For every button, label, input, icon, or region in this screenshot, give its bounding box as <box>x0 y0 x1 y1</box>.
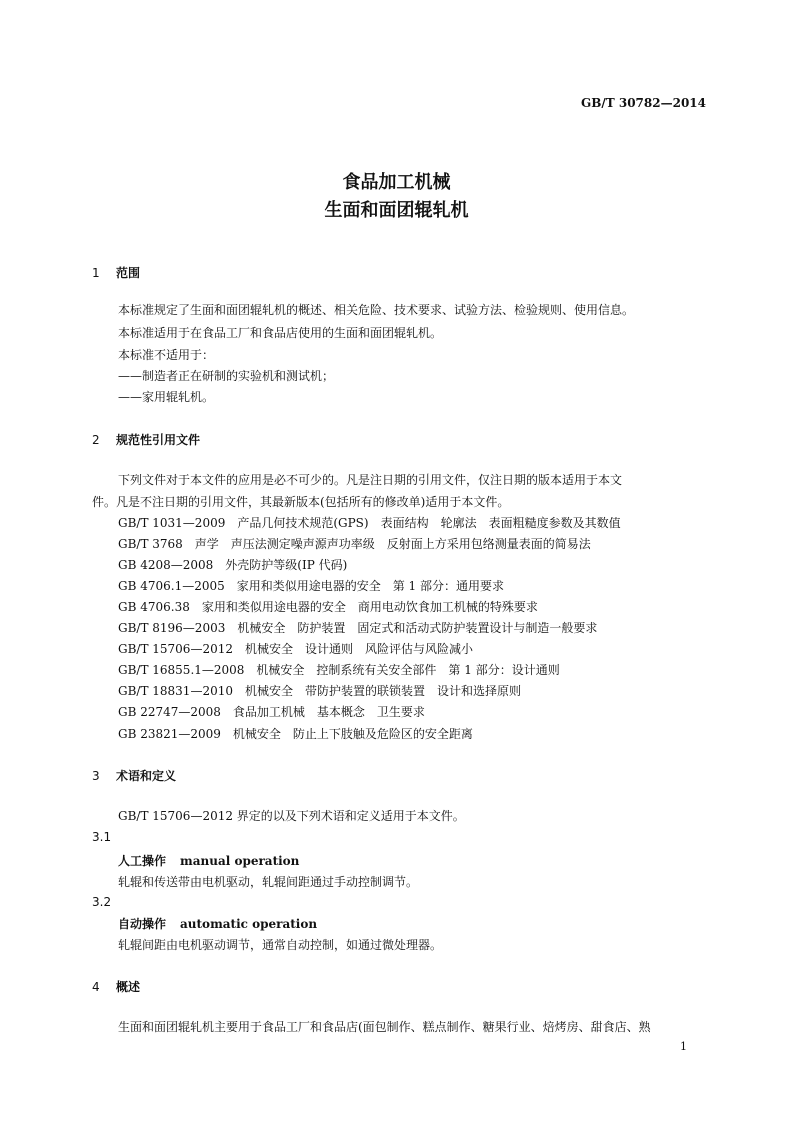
paragraph: 下列文件对于本文件的应用是必不可少的。凡是注日期的引用文件，仅注日期的版本适用于本文 <box>118 473 623 487</box>
term-english: automatic operation <box>180 917 318 931</box>
section-1-heading <box>92 264 140 281</box>
list-item: ——家用辊轧机。 <box>118 390 215 404</box>
paragraph: 生面和面团辊轧机主要用于食品工厂和食品店(面包制作、糕点制作、糖果行业、焙烤房、甜食店、熟 <box>118 1020 651 1034</box>
list-item: ——制造者正在研制的实验机和测试机； <box>118 369 335 383</box>
term-definition: 轧辊间距由电机驱动调节，通常自动控制，如通过微处理器。 <box>118 938 443 952</box>
section-2-heading <box>92 431 200 448</box>
reference-item: GB/T 8196—2003 机械安全 防护装置 固定式和活动式防护装置设计与制造一般要求 <box>118 621 598 635</box>
reference-item: GB/T 18831—2010 机械安全 带防护装置的联锁装置 设计和选择原则 <box>118 684 521 698</box>
paragraph: 本标准不适用于： <box>118 348 215 362</box>
reference-item: GB 23821—2009 机械安全 防止上下肢触及危险区的安全距离 <box>118 727 473 741</box>
section-title: 术语和定义 <box>116 769 177 783</box>
reference-item: GB 22747—2008 食品加工机械 基本概念 卫生要求 <box>118 705 425 719</box>
term-english: manual operation <box>180 854 300 868</box>
section-number: 4 <box>92 980 100 994</box>
term-definition: 轧辊和传送带由电机驱动，轧辊间距通过手动控制调节。 <box>118 875 419 889</box>
paragraph: 本标准规定了生面和面团辊轧机的概述、相关危险、技术要求、试验方法、检验规则、使用信息。 <box>118 303 635 317</box>
section-number: 3 <box>92 769 100 783</box>
section-number: 1 <box>92 266 100 280</box>
section-title: 概述 <box>116 980 141 994</box>
reference-item: GB 4208—2008 外壳防护等级(IP 代码) <box>118 558 348 572</box>
title-line-1: 食品加工机械 <box>342 172 451 193</box>
term-chinese: 自动操作 <box>118 917 167 931</box>
reference-item: GB/T 3768 声学 声压法测定噪声源声功率级 反射面上方采用包络测量表面的简易法 <box>118 537 591 551</box>
reference-item: GB 4706.1—2005 家用和类似用途电器的安全 第 1 部分：通用要求 <box>118 579 505 593</box>
term-heading <box>118 915 317 932</box>
term-number: 3.2 <box>92 895 112 909</box>
document-code: GB/T 30782—2014 <box>580 96 706 110</box>
term-chinese: 人工操作 <box>118 854 167 868</box>
section-number: 2 <box>92 433 100 447</box>
paragraph: 件。凡是不注日期的引用文件，其最新版本(包括所有的修改单)适用于本文件。 <box>92 495 510 509</box>
title-line-2: 生面和面团辊轧机 <box>324 200 469 221</box>
section-3-heading <box>92 767 176 784</box>
term-number: 3.1 <box>92 830 112 844</box>
section-4-heading <box>92 978 140 995</box>
section-title: 规范性引用文件 <box>116 433 201 447</box>
paragraph: GB/T 15706—2012 界定的以及下列术语和定义适用于本文件。 <box>118 809 465 823</box>
page-number: 1 <box>680 1040 687 1053</box>
reference-item: GB/T 1031—2009 产品几何技术规范(GPS) 表面结构 轮廓法 表面粗糙度参数及其数值 <box>118 516 621 530</box>
term-heading <box>118 852 299 869</box>
reference-item: GB/T 15706—2012 机械安全 设计通则 风险评估与风险减小 <box>118 642 473 656</box>
paragraph: 本标准适用于在食品工厂和食品店使用的生面和面团辊轧机。 <box>118 326 443 340</box>
section-title: 范围 <box>116 266 141 280</box>
reference-item: GB/T 16855.1—2008 机械安全 控制系统有关安全部件 第 1 部分：设计通则 <box>118 663 560 677</box>
reference-item: GB 4706.38 家用和类似用途电器的安全 商用电动饮食加工机械的特殊要求 <box>118 600 538 614</box>
